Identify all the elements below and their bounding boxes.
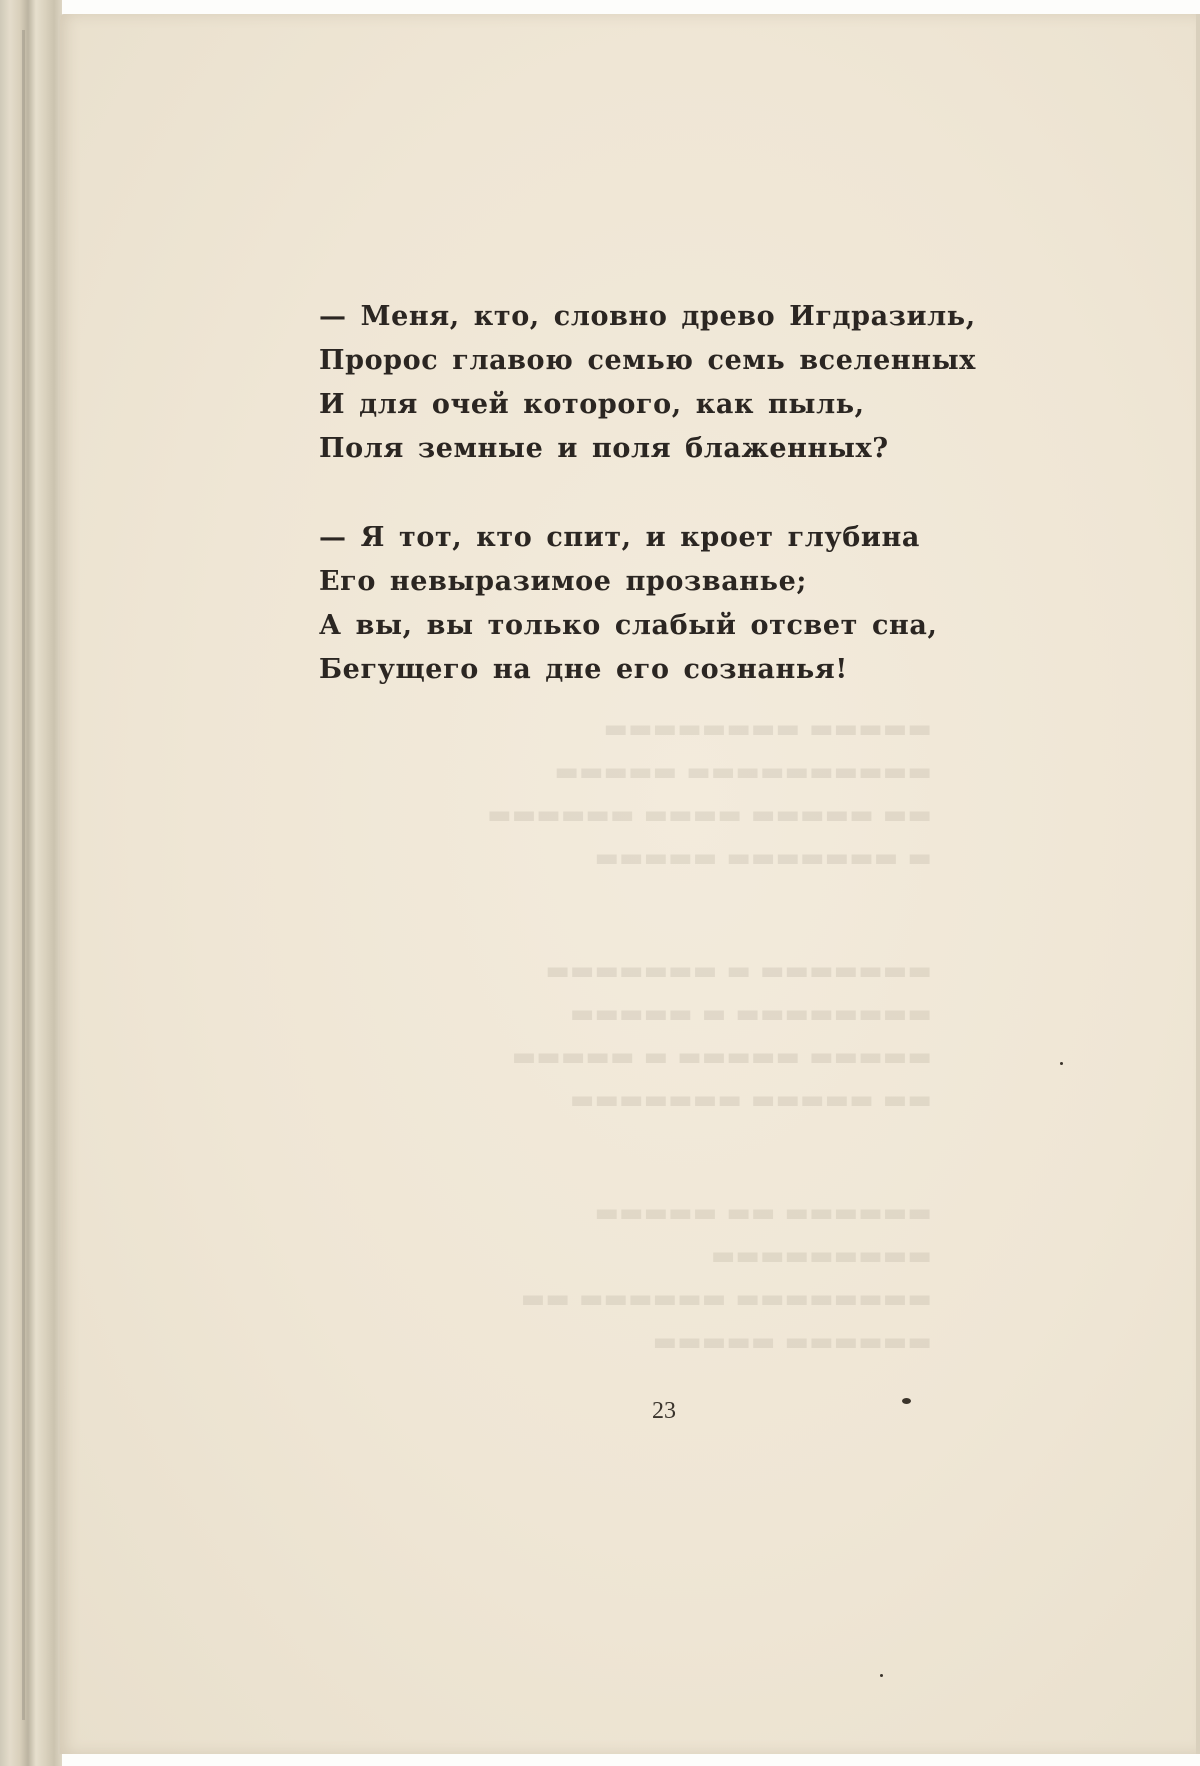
- poem-line: Поля земные и поля блаженных?: [319, 433, 889, 464]
- ink-speck: [880, 1674, 883, 1677]
- poem-line: — Я тот, кто спит, и кроет глубина: [319, 522, 920, 553]
- ink-speck: [1060, 1062, 1063, 1065]
- poem-line: — Меня, кто, словно древо Игдразиль,: [319, 301, 976, 332]
- book-page: [58, 14, 1200, 1754]
- poem-line: И для очей которого, как пыль,: [319, 389, 865, 420]
- ink-speck: [902, 1398, 911, 1404]
- book-spine: [0, 0, 62, 1766]
- page-edge: [1196, 14, 1200, 1754]
- poem-line: Его невыразимое прозванье;: [319, 566, 807, 597]
- poem-line: Бегущего на дне его сознанья!: [319, 654, 848, 685]
- spine-edge: [22, 30, 25, 1720]
- page-number: 23: [652, 1398, 676, 1424]
- poem-line: А вы, вы только слабый отсвет сна,: [319, 610, 938, 641]
- stanza: [319, 516, 976, 692]
- poem: [319, 295, 976, 692]
- stanza: [319, 295, 976, 471]
- poem-line: Пророс главою семью семь вселенных: [319, 345, 977, 376]
- show-through-text: ▬▬▬▬▬ ▬▬▬▬▬▬▬▬ ▬▬▬▬▬▬▬▬▬▬ ▬▬▬▬▬ ▬▬ ▬▬▬▬▬ ▬▬▬▬ ▬▬▬▬▬▬ ▬ ▬▬▬▬▬▬▬ ▬▬▬▬▬ ▬▬▬▬▬▬▬ ▬ ▬▬▬▬▬▬▬ ▬▬▬▬▬▬▬▬ ▬ ▬▬▬▬▬ ▬▬▬▬▬ ▬▬▬▬▬ ▬ ▬▬▬▬▬ ▬▬ ▬▬▬▬▬ ▬▬▬▬▬▬▬ ▬▬▬▬▬▬ ▬▬ ▬▬▬▬▬ ▬▬▬▬▬▬▬▬▬ ▬▬▬▬▬▬▬▬ ▬▬▬▬▬▬ ▬▬ ▬▬▬▬▬▬ ▬▬▬▬▬: [487, 714, 932, 1357]
